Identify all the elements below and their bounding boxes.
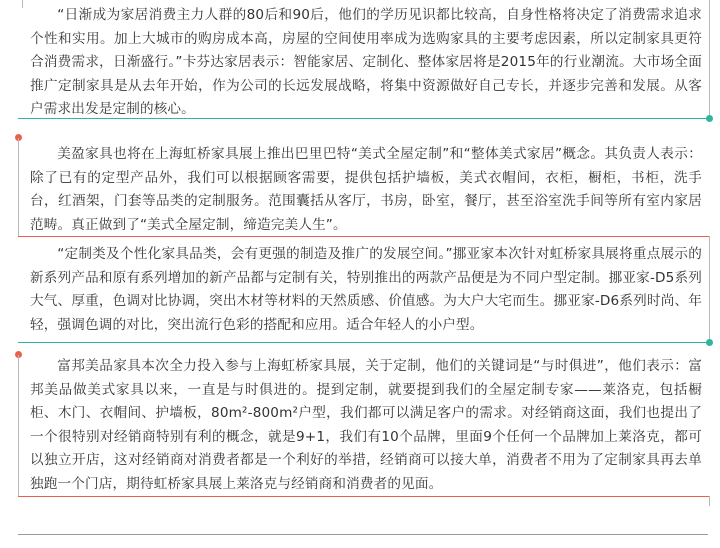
frame-right-line: [709, 236, 710, 342]
frame-left-line: [18, 355, 19, 496]
paragraph-text: “定制类及个性化家具品类，会有更强的制造及推广的发展空间。”挪亚家本次针对虹桥家具展将重点展示的新系列产品和原有系列增加的新产品都与定制有关，特别推出的两款产品便是为不同户型定制。挪亚家-D5系列大气、厚重，色调对比协调，突出木材等材料的天然质感、价值感。为大户大宅而生。挪亚家-D6系列时尚、年轻，强调色调的对比，突出流行色彩的搭配和应用。适合年轻人的小户型。: [30, 246, 702, 333]
paragraph-block: [30, 355, 702, 496]
frame-bottom-line: [18, 342, 710, 343]
frame-corner-dot: [706, 115, 713, 122]
frame-corner-dot: [706, 339, 713, 346]
frame-bottom-line: [18, 118, 710, 119]
paragraph-block: [30, 143, 702, 237]
frame-left-line: [18, 138, 19, 236]
frame-right-line: [709, 0, 710, 118]
paragraph-block: [30, 4, 702, 122]
paragraph-text: “日渐成为家居消费主力人群的80后和90后，他们的学历见识都比较高，自身性格将决定了消费需求追求个性和实用。加上大城市的购房成本高，房屋的空间使用率成为选购家具的主要考虑因素，所以定制家具更符合消费需求，日渐盛行。”卡芬达家居表示：智能家居、定制化、整体家居将是2015年的行业潮流。大市场全面推广定制家具是从去年开始，作为公司的长远发展战略，将集中资源做好自己专长，并逐步完善和发展。从客户需求出发是定制的核心。: [30, 7, 702, 117]
frame-bottom-line: [18, 236, 710, 237]
paragraph-text: 美盈家具也将在上海虹桥家具展上推出巴里巴特“美式全屋定制”和“整体美式家居”概念。其负责人表示：除了已有的定型产品外，我们可以根据顾客需要，提供包括护墙板，美式衣帽间，衣柜，橱柜，书柜，洗手台，红酒架，门套等品类的定制服务。范围囊括从客厅，书房，卧室，餐厅，甚至浴室洗手间等所有室内家居范畴。真正做到了“美式全屋定制，缔造完美人生”。: [30, 146, 702, 233]
frame-right-line: [709, 496, 710, 506]
frame-top-line: [22, 0, 23, 8]
paragraph-text: 富邦美品家具本次全力投入参与上海虹桥家具展，关于定制，他们的关键词是“与时俱进”，他们表示：富邦美品做美式家具以来，一直是与时俱进的。提到定制，就要提到我们的全屋定制专家——莱洛克，包括橱柜、木门、衣帽间、护墙板，80m²-800m²户型，我们都可以满足客户的需求。对经销商这面，我们也提出了一个很特别对经销商特别有利的概念，就是9+1，我们有10个品牌，里面9个任何一个品牌加上莱洛克，都可以独立开店，这对经销商对消费者都是一个利好的举措，经销商可以接大单，消费者不用为了定制家具再去单独跑一个门店，期待虹桥家具展上莱洛克与经销商和消费者的见面。: [30, 358, 702, 492]
paragraph-block: [30, 243, 702, 337]
bottom-divider: [18, 534, 708, 535]
frame-bottom-line: [18, 496, 710, 497]
